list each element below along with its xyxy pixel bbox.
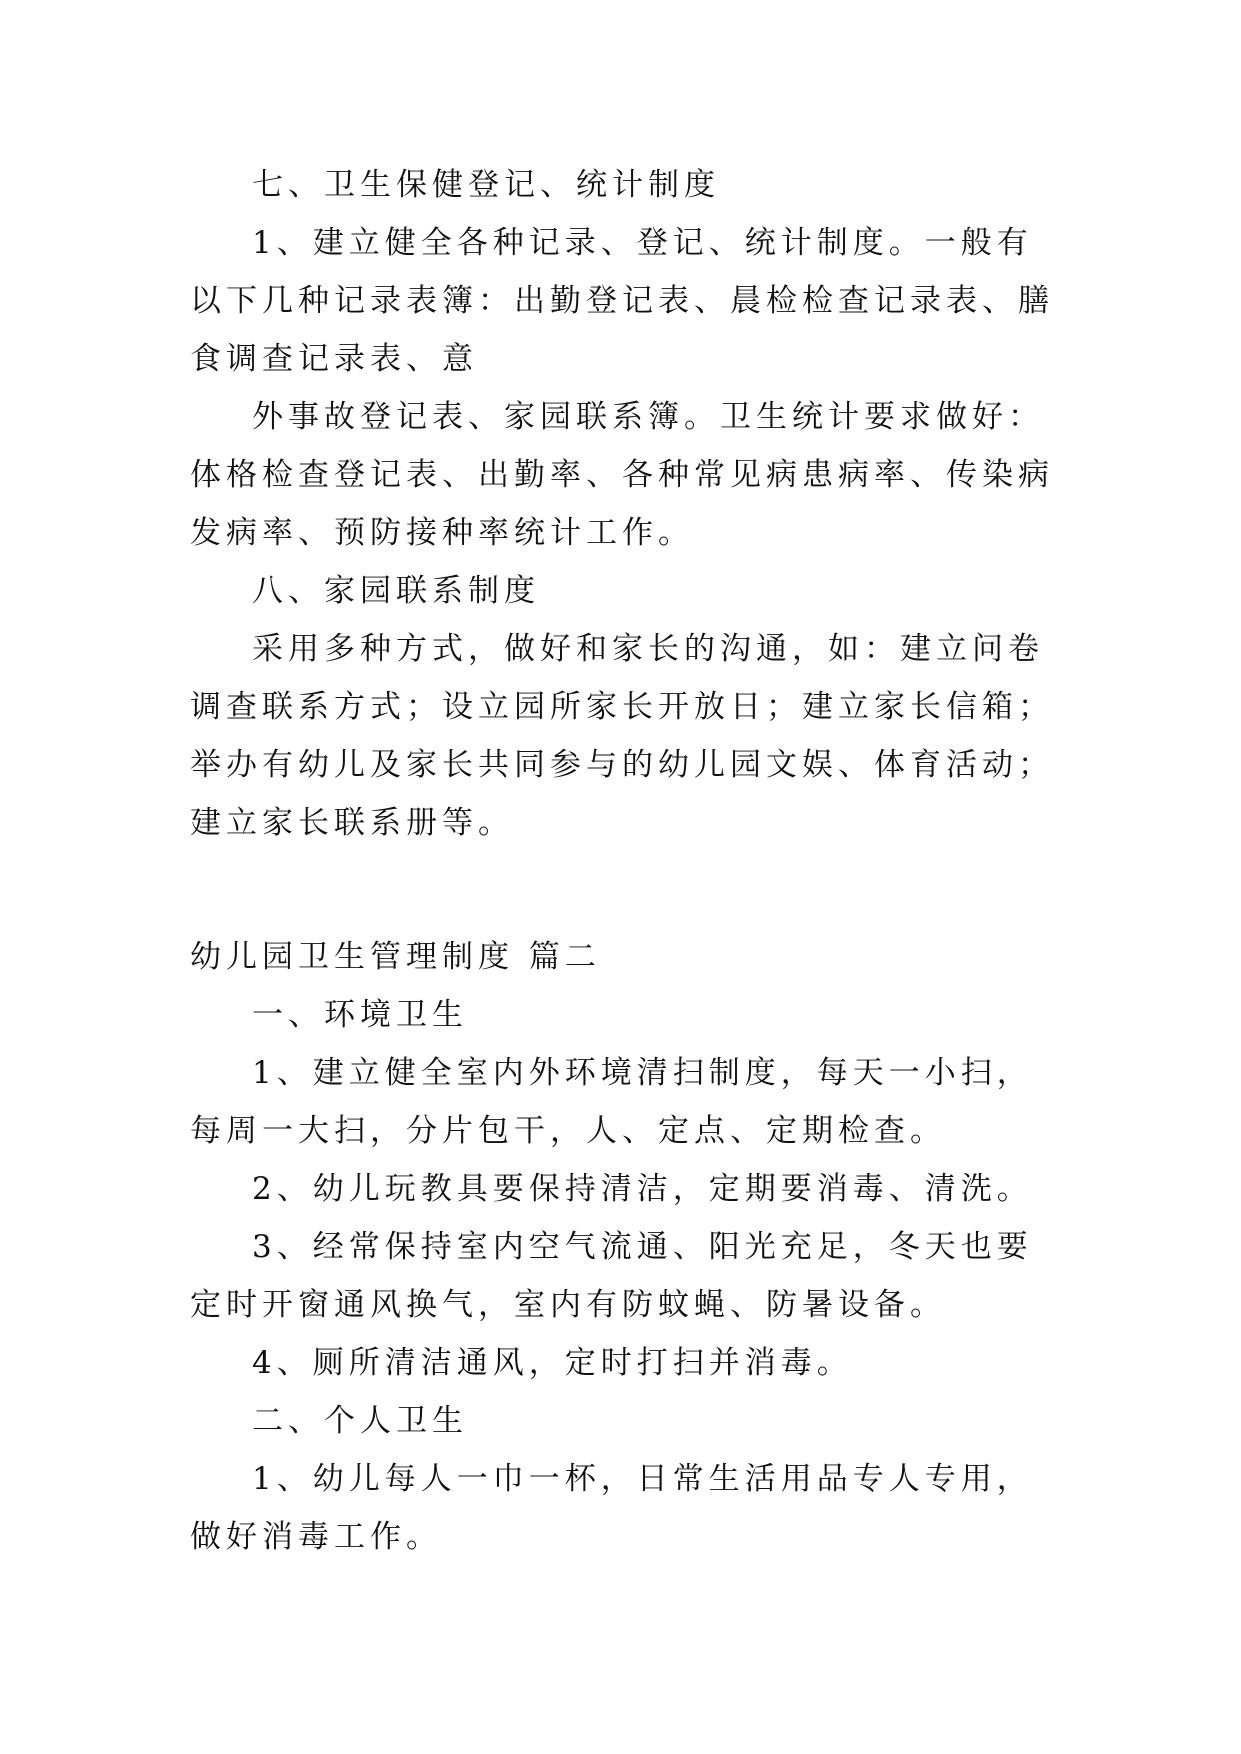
section-heading-home-school: 八、家园联系制度 [252,573,540,609]
section-heading-health-records: 七、卫生保健登记、统计制度 [252,167,720,203]
document-title-part-two: 幼儿园卫生管理制度 篇二 [190,939,601,975]
paragraph-records-2: 外事故登记表、家园联系簿。卫生统计要求做好：体格检查登记表、出勤率、各种常见病患病率、传染病发病率、预防接种率统计工作。 [190,399,1054,551]
paragraph-records-1: 1、建立健全各种记录、登记、统计制度。一般有以下几种记录表簿：出勤登记表、晨检检查记录表、膳食调查记录表、意 [190,225,1054,377]
list-item: 2、幼儿玩教具要保持清洁，定期要消毒、清洗。 [252,1171,1033,1207]
section-heading-personal: 二、个人卫生 [252,1403,468,1439]
list-item: 1、建立健全室内外环境清扫制度，每天一小扫，每周一大扫，分片包干，人、定点、定期检查。 [190,1055,1033,1149]
list-item: 4、厕所清洁通风，定时打扫并消毒。 [252,1345,853,1381]
paragraph-home-school: 采用多种方式，做好和家长的沟通，如：建立问卷调查联系方式；设立园所家长开放日；建立家长信箱；举办有幼儿及家长共同参与的幼儿园文娱、体育活动；建立家长联系册等。 [190,631,1054,841]
section-heading-environment: 一、环境卫生 [252,997,468,1033]
list-item: 1、幼儿每人一巾一杯，日常生活用品专人专用，做好消毒工作。 [190,1461,1033,1555]
list-item: 3、经常保持室内空气流通、阳光充足，冬天也要定时开窗通风换气，室内有防蚊蝇、防暑设备。 [190,1229,1033,1323]
document-body [190,156,1062,1566]
